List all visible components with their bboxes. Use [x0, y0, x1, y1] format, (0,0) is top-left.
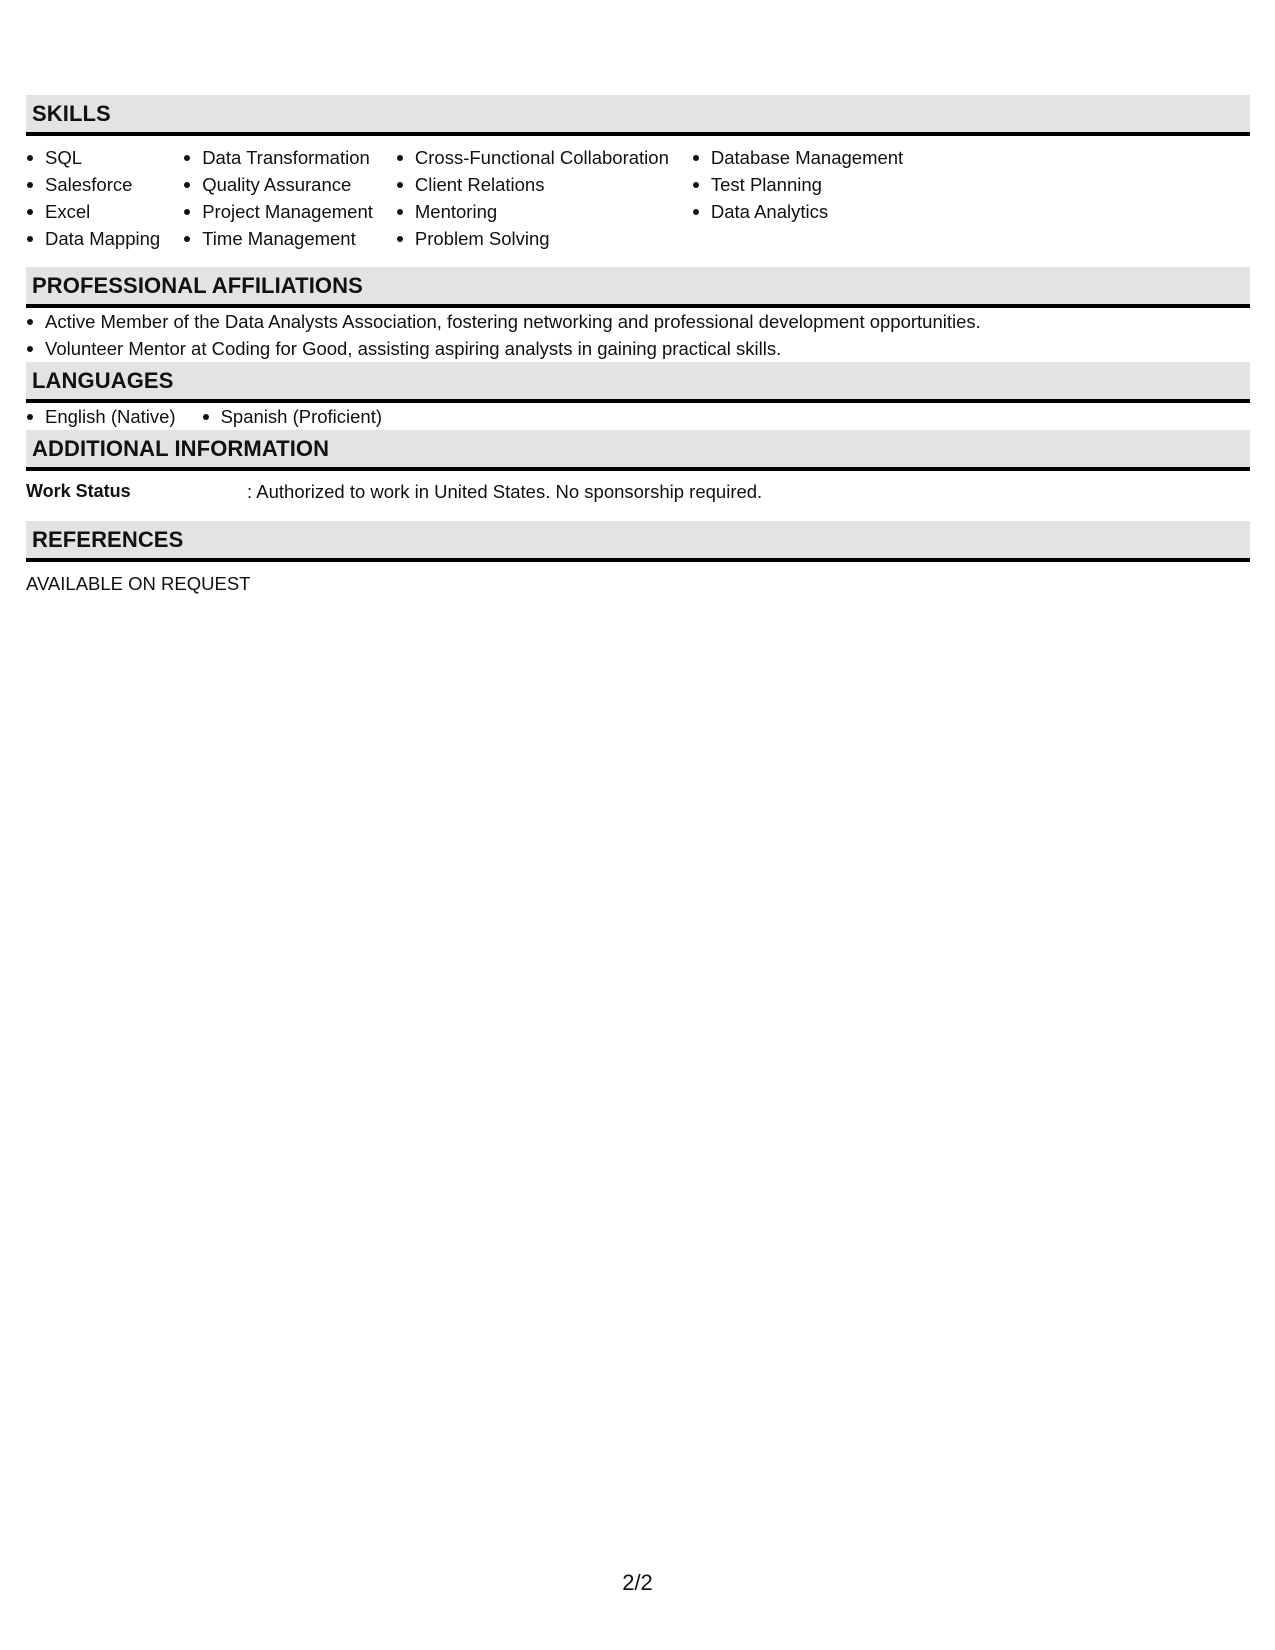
skill-item: Data Mapping	[26, 225, 160, 252]
references-title: REFERENCES	[32, 526, 184, 552]
language-item: English (Native)	[26, 403, 176, 430]
additional-info-title: ADDITIONAL INFORMATION	[32, 435, 330, 461]
languages-header	[26, 362, 1250, 403]
skills-title: SKILLS	[32, 100, 111, 126]
affiliation-item: Volunteer Mentor at Coding for Good, assisting aspiring analysts in gaining practical skills.	[26, 335, 1250, 362]
references-text: AVAILABLE ON REQUEST	[26, 573, 251, 594]
skill-item: Cross-Functional Collaboration	[396, 144, 669, 171]
skills-header	[26, 95, 1250, 136]
work-status-row	[26, 471, 1250, 521]
affiliations-list	[26, 308, 1250, 362]
references-section	[26, 521, 1250, 597]
skill-item: Data Analytics	[692, 198, 903, 225]
skills-column-3	[396, 144, 669, 252]
skills-column-1	[26, 144, 160, 252]
affiliations-title: PROFESSIONAL AFFILIATIONS	[32, 272, 363, 298]
affiliations-section	[26, 267, 1250, 362]
skills-section	[26, 95, 1250, 267]
resume-page	[26, 95, 1250, 597]
skill-item: Test Planning	[692, 171, 903, 198]
additional-info-header	[26, 430, 1250, 471]
skills-grid	[26, 136, 1250, 267]
skill-item: SQL	[26, 144, 160, 171]
languages-section	[26, 362, 1250, 430]
skill-item: Database Management	[692, 144, 903, 171]
skill-item: Mentoring	[396, 198, 669, 225]
skill-item: Project Management	[183, 198, 373, 225]
skills-column-2	[183, 144, 373, 252]
skill-item: Quality Assurance	[183, 171, 373, 198]
affiliations-header	[26, 267, 1250, 308]
skill-item: Excel	[26, 198, 160, 225]
page-number: 2/2	[622, 1570, 653, 1595]
additional-info-section	[26, 430, 1250, 521]
skill-item: Salesforce	[26, 171, 160, 198]
affiliation-item: Active Member of the Data Analysts Association, fostering networking and professional development opportunities.	[26, 308, 1250, 335]
skill-item: Client Relations	[396, 171, 669, 198]
languages-title: LANGUAGES	[32, 367, 174, 393]
language-item: Spanish (Proficient)	[202, 403, 382, 430]
skill-item: Data Transformation	[183, 144, 373, 171]
work-status-label: Work Status	[26, 481, 131, 501]
work-status-value: : Authorized to work in United States. No sponsorship required.	[247, 481, 763, 502]
skill-item: Problem Solving	[396, 225, 669, 252]
skill-item: Time Management	[183, 225, 373, 252]
references-header	[26, 521, 1250, 562]
languages-list	[26, 403, 1250, 430]
skills-column-4	[692, 144, 903, 252]
